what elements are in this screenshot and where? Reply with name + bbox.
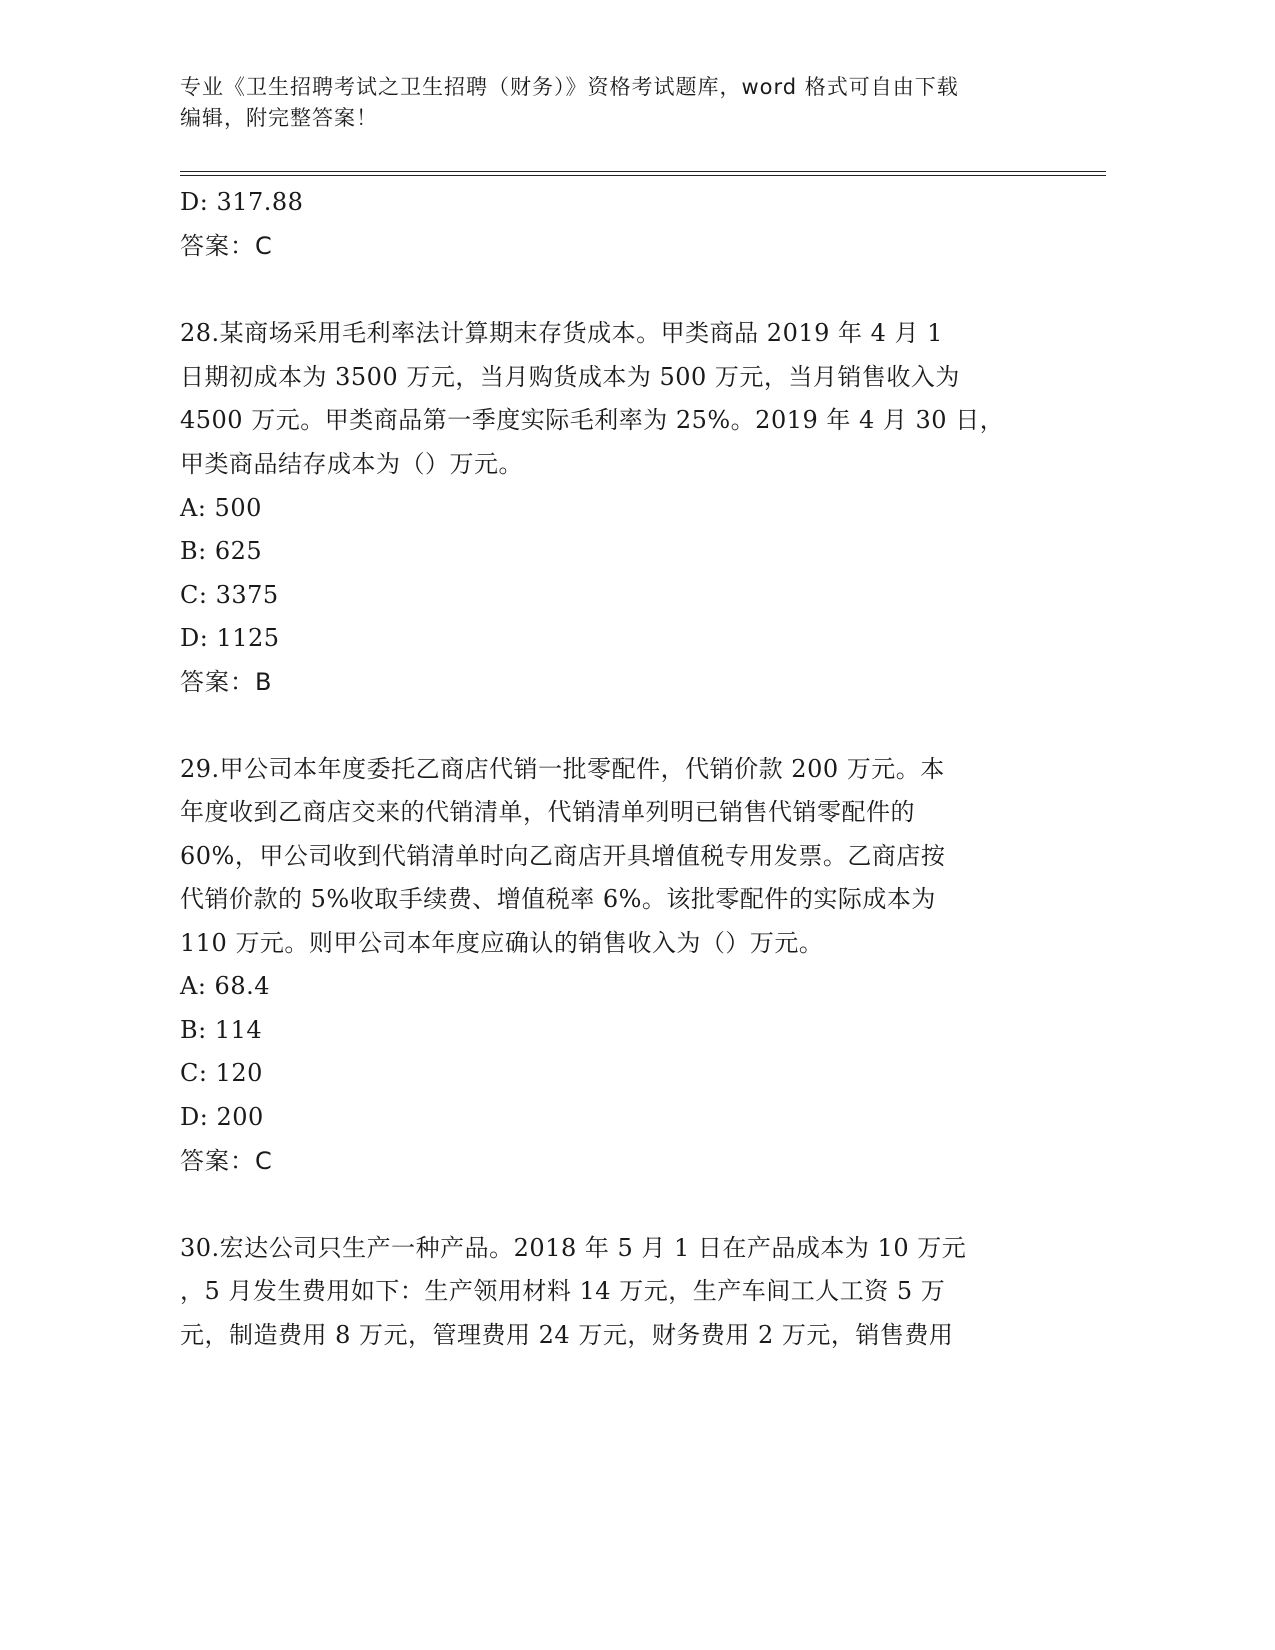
q29-line-5: 110 万元。则甲公司本年度应确认的销售收入为（）万元。: [180, 929, 824, 957]
q29-line-1: 29.甲公司本年度委托乙商店代销一批零配件，代销价款 200 万元。本: [180, 755, 945, 783]
header-line-1: 专业《卫生招聘考试之卫生招聘（财务）》资格考试题库，word 格式可自由下载: [180, 75, 959, 99]
q30-line-1: 30.宏达公司只生产一种产品。2018 年 5 月 1 日在产品成本为 10 万元: [180, 1234, 967, 1262]
q28-option-d: D: 1125: [180, 624, 280, 652]
q28-option-b: B: 625: [180, 537, 263, 565]
prev-answer: 答案：C: [180, 232, 273, 260]
q29-line-4: 代销价款的 5%收取手续费、增值税率 6%。该批零配件的实际成本为: [180, 885, 936, 913]
q29-option-c: C: 120: [180, 1059, 263, 1087]
q29-option-d: D: 200: [180, 1103, 264, 1131]
q29-option-a: A: 68.4: [180, 972, 270, 1000]
q29-line-2: 年度收到乙商店交来的代销清单，代销清单列明已销售代销零配件的: [180, 798, 915, 826]
prev-option-d: D: 317.88: [180, 188, 304, 216]
q28-option-c: C: 3375: [180, 581, 279, 609]
q30-line-2: ，5 月发生费用如下：生产领用材料 14 万元，生产车间工人工资 5 万: [180, 1277, 946, 1305]
document-header: [180, 72, 1050, 134]
q28-line-4: 甲类商品结存成本为（）万元。: [180, 450, 523, 478]
q28-line-1: 28.某商场采用毛利率法计算期末存货成本。甲类商品 2019 年 4 月 1: [180, 319, 943, 347]
header-line-2: 编辑，附完整答案！: [180, 106, 378, 130]
q28-option-a: A: 500: [180, 494, 262, 522]
q28-line-2: 日期初成本为 3500 万元，当月购货成本为 500 万元，当月销售收入为: [180, 363, 960, 391]
q29-answer: 答案：C: [180, 1147, 273, 1175]
q29-option-b: B: 114: [180, 1016, 263, 1044]
q28-answer: 答案：B: [180, 668, 273, 696]
header-divider-bottom: [180, 175, 1106, 176]
header-divider-top: [180, 171, 1106, 172]
q28-line-3: 4500 万元。甲类商品第一季度实际毛利率为 25%。2019 年 4 月 30 日，: [180, 406, 1005, 434]
q30-line-3: 元，制造费用 8 万元，管理费用 24 万元，财务费用 2 万元，销售费用: [180, 1321, 954, 1349]
q29-line-3: 60%，甲公司收到代销清单时向乙商店开具增值税专用发票。乙商店按: [180, 842, 946, 870]
